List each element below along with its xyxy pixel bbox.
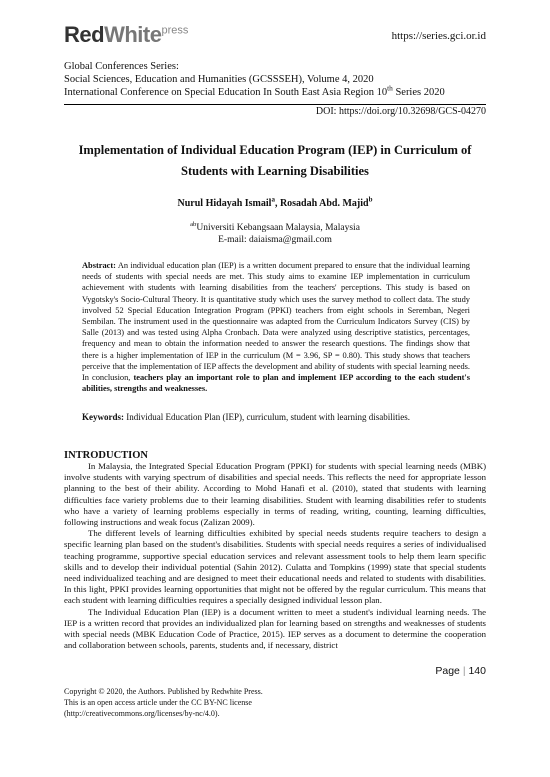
author-email[interactable]: E-mail: daiaisma@gmail.com xyxy=(218,235,332,245)
license-link[interactable]: (http://creativecommons.org/licenses/by-nc/4.0). xyxy=(64,709,220,718)
paper-title: Implementation of Individual Education Program (IEP) in Curriculum of Students with Learning Disabilities xyxy=(78,143,472,178)
copyright-notice: Copyright © 2020, the Authors. Published by Redwhite Press. This is an open access article under the CC BY-NC license (http://creativecommons.org/licenses/by-nc/4.0). xyxy=(64,686,364,719)
keywords: Keywords: Individual Education Plan (IEP), curriculum, student with learning disabilities. xyxy=(82,412,410,422)
section-heading-introduction: INTRODUCTION xyxy=(64,450,149,461)
publisher-logo: RedWhite$^{press}$ xyxy=(64,22,189,47)
introduction-body xyxy=(64,461,486,651)
page-number: Page | 140 xyxy=(435,665,486,677)
abstract: Abstract: An individual education plan (IEP) is a written document prepared to ensure that the individual learning needs of students with special needs are met. This study aims to examine IEP implementation in curriculum achievement with students with learning disabilities from the teachers' perceptions. This study is based on Vygotsky's Socio-Cultural Theory. It is quantitative study which uses the survey method to collect data. The study involved 52 Special Education Integration Program (PPKI) teachers from eight schools in Seremban, Negeri Sembilan. The instrument used in the questionnaire was adapted from the Curriculum Indicators Survey (CIS) by Salle (2013) and was tested using Alpha Cronbach. Data were analyzed using descriptive statistics, percentages, frequency and mean to obtain the information needed to answer the research questions. The findings show that there is a higher implementation of IEP in the curriculum (M = 3.96, SP = 0.80). This study shows that teachers perceive that the implementation of IEP affects the development and ability of students with special learning needs. In conclusion, teachers play an important role to plan and implement IEP according to the each student's abilities, strengths and weaknesses. xyxy=(82,261,470,394)
doi-link[interactable]: DOI: https://doi.org/10.32698/GCS-04270 xyxy=(315,106,486,117)
series-line-1: Global Conferences Series: xyxy=(64,61,179,72)
author-list: Nurul Hidayah Ismail$^a$, Rosadah Abd. Majid$^b$ xyxy=(177,195,373,209)
paragraph-3: The Individual Education Plan (IEP) is a document written to meet a student's individual learning needs. The IEP is a written record that provides an individualized plan for learning based on strengths and weaknesses of students with special needs (MBK Education Code of Practice, 2015). IEP serves as a document to determine the cooperation and collaboration between schools, parents, students and, if necessary, district xyxy=(64,606,486,651)
paragraph-2: The different levels of learning difficulties exhibited by special needs students require teachers to design a specific learning plan based on the student's disabilities. Students with special needs requires a series of individualised teaching programme, supportive special education services and relevant assessment tools to help them learn specific skills and to develop their individual potential (Sahin 2012). Culatta and Tompkins (1999) state that special students need individualized teaching and are designed to meet their educational needs and related to students with disabilities. In this light, PPKI provides learning opportunities that might not be offered by the regular curriculum. This means that each student with learning difficulties requires a specially designed individual lesson plan. xyxy=(64,528,486,606)
paragraph-1: In Malaysia, the Integrated Special Education Program (PPKI) for students with special learning needs (MBK) involve students with varying spectrum of disabilities and special needs. This reflects the need for appropriate lesson planning to the best of their ability. According to Mohd Hanafi et al. (2010), stated that students with learning difficulties face variety problems due to their learning disabilities. Student with learning disabilities refer to students who have a variety of learning problems especially in terms of reading, writing, counting, learning difficulties, following instructions and weak focus (Zalizan 2009). xyxy=(64,461,486,528)
series-line-2: Social Sciences, Education and Humanities (GCSSSEH), Volume 4, 2020 xyxy=(64,74,374,85)
header-divider xyxy=(64,104,486,105)
series-info xyxy=(64,60,486,99)
series-line-3: International Conference on Special Education In South East Asia Region 10th Series 2020 xyxy=(64,83,445,98)
series-url[interactable]: https://series.gci.or.id xyxy=(391,30,486,42)
affiliation: $^{ab}$Universiti Kebangsaan Malaysia, Malaysia E-mail: daiaisma@gmail.com xyxy=(64,222,486,246)
